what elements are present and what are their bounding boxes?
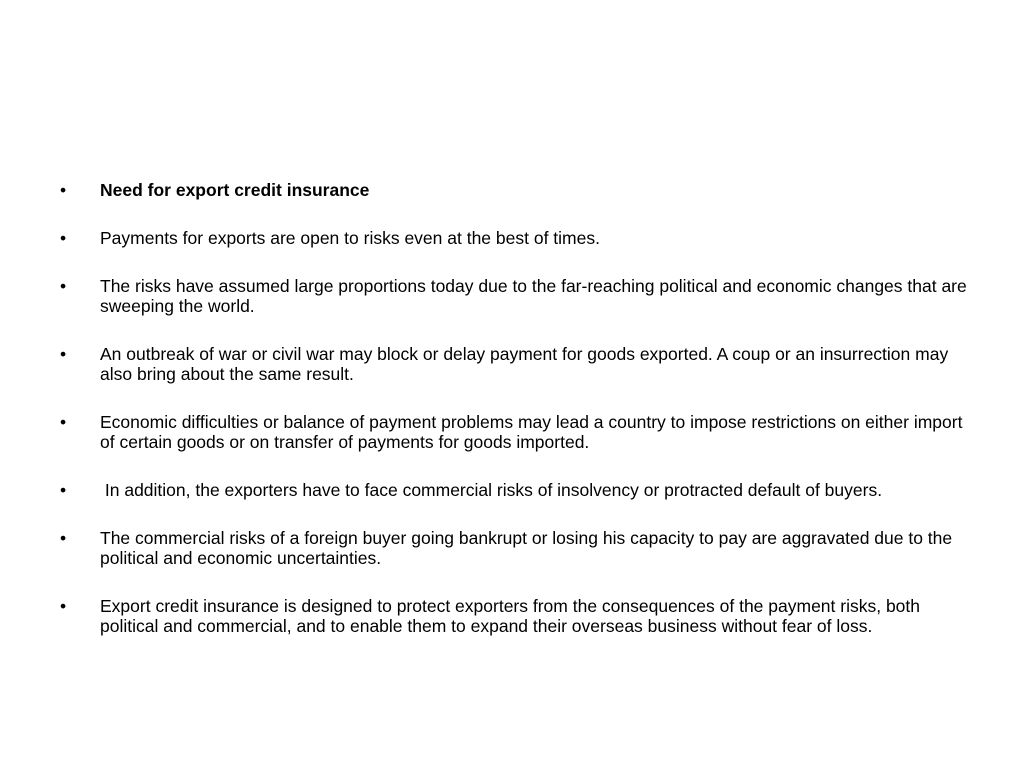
bullet-text: In addition, the exporters have to face commercial risks of insolvency or protracted default of buyers. [100, 480, 883, 500]
bullet-text: The commercial risks of a foreign buyer going bankrupt or losing his capacity to pay are aggravated due to the political and economic uncertainties. [100, 528, 958, 568]
bullet-text: An outbreak of war or civil war may block or delay payment for goods exported. A coup or an insurrection may also bring about the same result. [100, 344, 954, 384]
bullet-text: The risks have assumed large proportions today due to the far-reaching political and economic changes that are sweeping the world. [100, 276, 972, 316]
bullet-text: Payments for exports are open to risks even at the best of times. [100, 228, 600, 248]
bullet-dot: • [60, 344, 67, 364]
bullet-dot: • [60, 180, 67, 200]
bullet-text: Export credit insurance is designed to protect exporters from the consequences of the payment risks, both political and commercial, and to enable them to expand their overseas business without fear of loss. [100, 596, 925, 636]
bullet-dot: • [60, 276, 67, 296]
bullet-item [60, 344, 970, 384]
bullet-dot: • [60, 228, 67, 248]
bullet-dot: • [60, 596, 67, 616]
bullet-item [60, 480, 970, 500]
bullet-text: Economic difficulties or balance of payment problems may lead a country to impose restrictions on either import of certain goods or on transfer of payments for goods imported. [100, 412, 968, 452]
bullet-item [60, 228, 970, 248]
bullet-dot: • [60, 528, 67, 548]
bullet-item [60, 412, 970, 452]
bullet-item [60, 596, 970, 636]
bullet-item [60, 528, 970, 568]
bullet-heading [60, 180, 970, 200]
bullet-dot: • [60, 480, 67, 500]
bullet-dot: • [60, 412, 67, 432]
bullet-item [60, 276, 970, 316]
bullet-text: Need for export credit insurance [100, 180, 370, 200]
bullet-list [60, 180, 970, 664]
